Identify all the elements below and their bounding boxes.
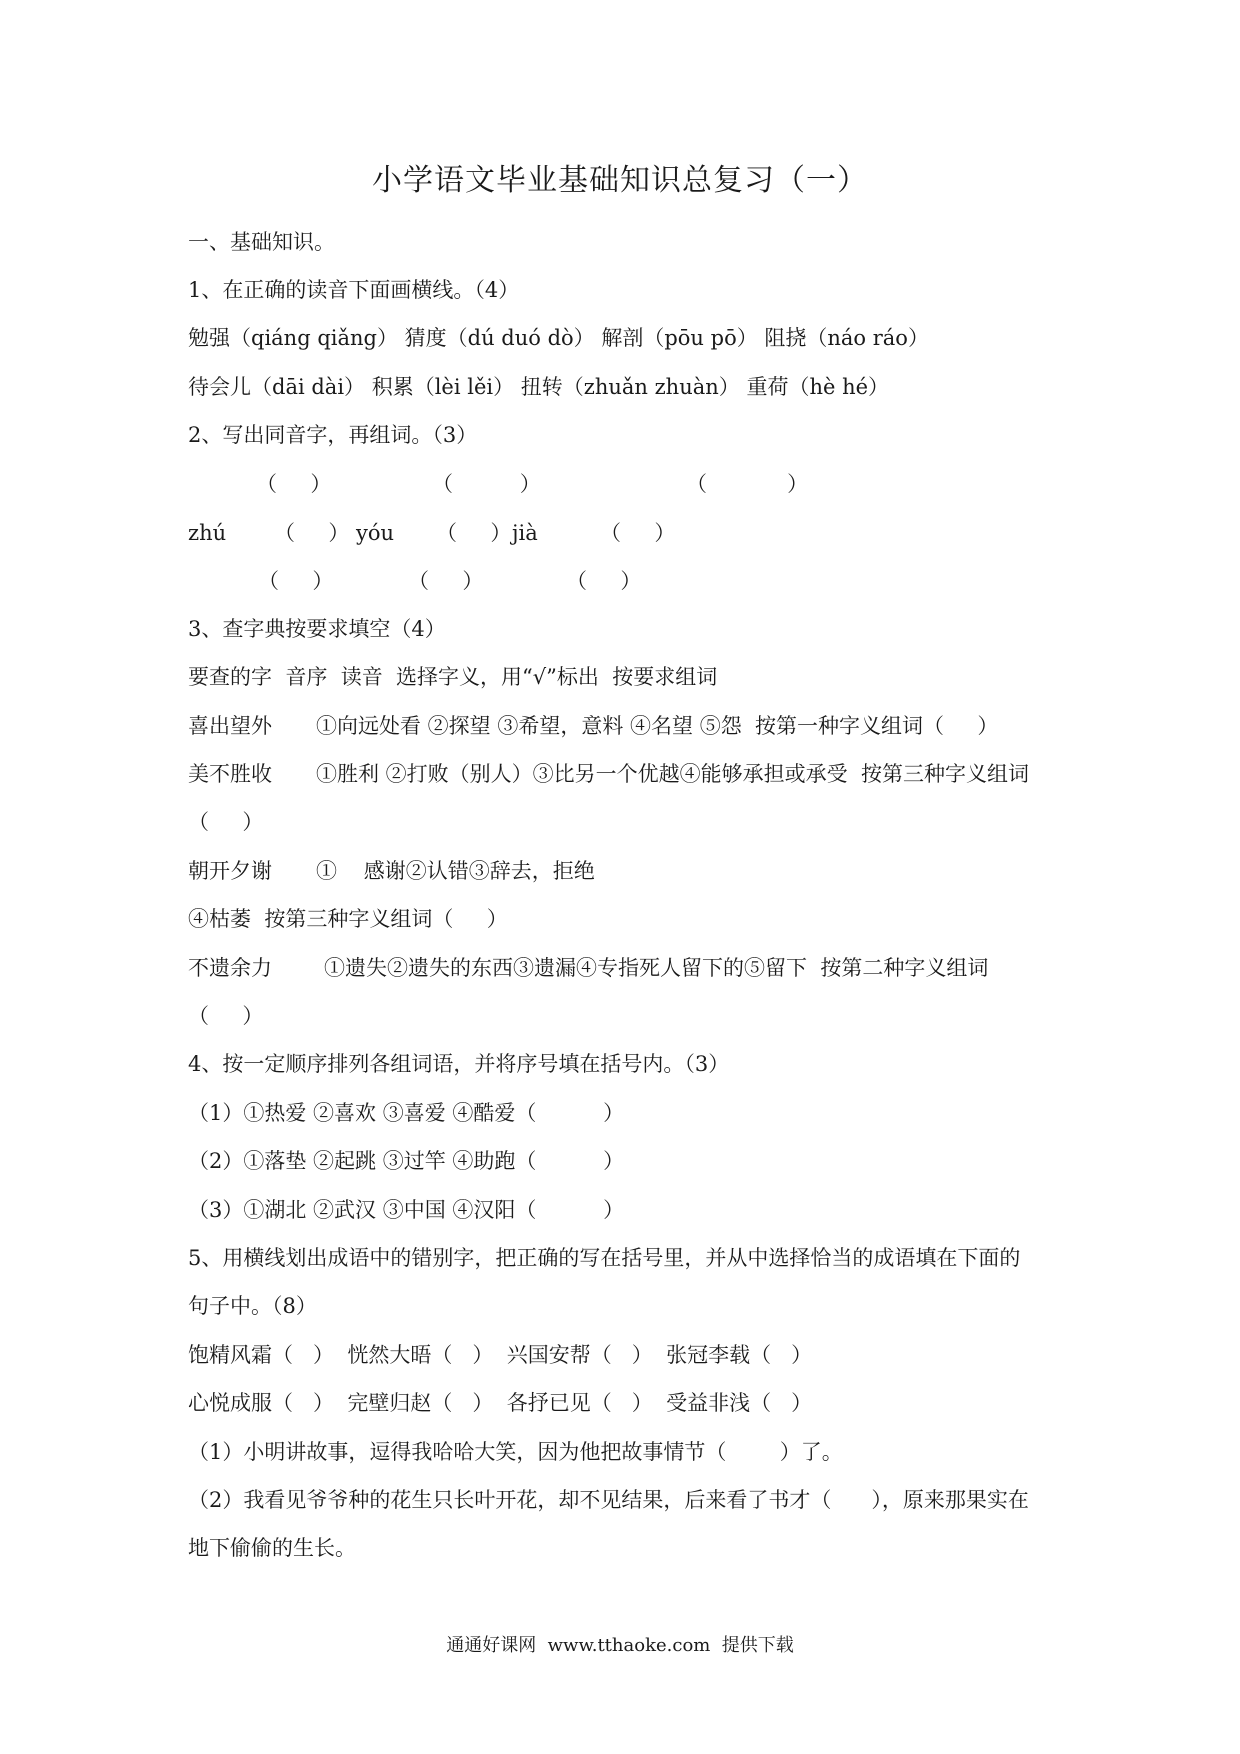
blank-paren: （ ）: [600, 521, 676, 545]
question-4-row-2: （2）①落垫 ②起跳 ③过竿 ④助跑（ ）: [188, 1149, 625, 1173]
idiom-meanings: ① 感谢②认错③辞去，拒绝: [316, 859, 595, 883]
section-heading: 一、基础知识。: [188, 230, 335, 254]
blank-paren: （ ）: [686, 472, 809, 496]
question-5-heading-cont: 句子中。（8）: [188, 1294, 317, 1318]
blank-paren: （ ）: [432, 472, 541, 496]
sentence-1: （1）小明讲故事，逗得我哈哈大笑，因为他把故事情节（ ）了。: [188, 1440, 843, 1464]
blank-paren: （ ）: [188, 810, 264, 834]
pinyin-jia: jià: [512, 521, 538, 545]
idiom-word: 美不胜收: [188, 762, 272, 786]
idiom-meanings-cont: ④枯萎 按第三种字义组词（ ）: [188, 907, 508, 931]
question-3-heading: 3、查字典按要求填空（4）: [188, 617, 446, 641]
idiom-row-1: 饱精风霜（ ） 恍然大晤（ ） 兴国安帮（ ） 张冠李载（ ）: [188, 1343, 813, 1367]
idiom-row-2: 心悦成服（ ） 完壁归赵（ ） 各抒已见（ ） 受益非浅（ ）: [188, 1391, 813, 1415]
blank-paren: （ ）: [436, 521, 512, 545]
pinyin-zhu: zhú: [188, 521, 227, 545]
blank-paren: （ ）: [274, 521, 350, 545]
blank-paren: （ ）: [256, 472, 332, 496]
page-title: 小学语文毕业基础知识总复习（一）: [372, 163, 868, 198]
idiom-meanings: ①胜利 ②打败（别人）③比另一个优越④能够承担或承受 按第三种字义组词: [316, 762, 1030, 786]
idiom-word: 喜出望外: [188, 714, 272, 738]
footer-credit: 通通好课网 www.tthaoke.com 提供下载: [446, 1635, 794, 1656]
question-4-row-3: （3）①湖北 ②武汉 ③中国 ④汉阳（ ）: [188, 1198, 625, 1222]
idiom-meanings: ①向远处看 ②探望 ③希望，意料 ④名望 ⑤怨 按第一种字义组词（ ）: [316, 714, 999, 738]
question-2-heading: 2、写出同音字，再组词。（3）: [188, 423, 478, 447]
blank-paren: （ ）: [408, 569, 484, 593]
question-1-row-2: 待会儿（dāi dài） 积累（lèi lěi） 扭转（zhuǎn zhuàn） 重荷（hè hé）: [188, 375, 890, 399]
sentence-2: （2）我看见爷爷种的花生只长叶开花，却不见结果，后来看了书才（ ），原来那果实在: [188, 1488, 1029, 1512]
question-5-heading: 5、用横线划出成语中的错别字，把正确的写在括号里，并从中选择恰当的成语填在下面的: [188, 1246, 1021, 1270]
question-1-row-1: 勉强（qiáng qiǎng） 猜度（dú duó dò） 解剖（pōu pō） 阻挠（náo ráo）: [188, 326, 929, 350]
blank-paren: （ ）: [188, 1004, 264, 1028]
pinyin-you: yóu: [356, 521, 395, 545]
question-4-row-1: （1）①热爱 ②喜欢 ③喜爱 ④酷爱（ ）: [188, 1101, 625, 1125]
blank-paren: （ ）: [566, 569, 642, 593]
question-3-header-row: 要查的字 音序 读音 选择字义，用“√”标出 按要求组词: [188, 665, 718, 689]
question-1-heading: 1、在正确的读音下面画横线。（4）: [188, 278, 520, 302]
idiom-meanings: ①遗失②遗失的东西③遗漏④专指死人留下的⑤留下 按第二种字义组词: [324, 956, 989, 980]
question-4-heading: 4、按一定顺序排列各组词语，并将序号填在括号内。（3）: [188, 1052, 730, 1076]
idiom-word: 朝开夕谢: [188, 859, 272, 883]
blank-paren: （ ）: [258, 569, 334, 593]
idiom-word: 不遗余力: [188, 956, 272, 980]
sentence-2-cont: 地下偷偷的生长。: [188, 1536, 356, 1560]
